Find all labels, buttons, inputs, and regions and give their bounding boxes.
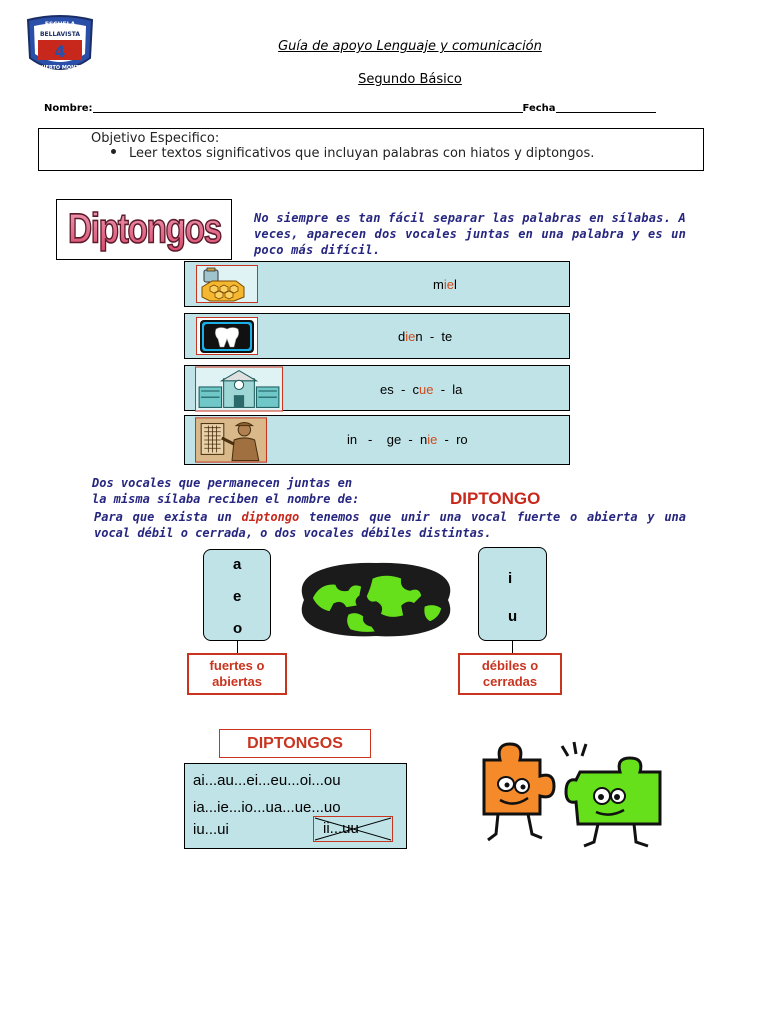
vowel-o: o <box>233 620 243 637</box>
objective-box <box>38 128 704 171</box>
weak-vowels-box <box>478 547 547 641</box>
honeycomb-icon <box>196 265 258 303</box>
bullet-icon <box>111 149 116 154</box>
engineer-icon <box>195 417 267 463</box>
vowel-a: a <box>233 556 242 573</box>
name-blank[interactable] <box>93 112 523 113</box>
objective-item-text: Leer textos significativos que incluyan palabras con hiatos y diptongos. <box>129 146 595 161</box>
definition-line-1: Dos vocales que permanecen juntas en <box>92 476 353 490</box>
vowel-e: e <box>233 588 242 605</box>
example-row <box>184 261 570 307</box>
diptongos-wordart <box>57 200 233 261</box>
tooth-icon <box>196 317 258 355</box>
logo-text-2: BELLAVISTA <box>39 31 81 38</box>
example-word-3: es - cue - la <box>380 382 463 397</box>
objective-item <box>111 146 594 161</box>
svg-text:4: 4 <box>54 42 66 61</box>
page-title: Guía de apoyo Lenguaje y comunicación <box>278 39 542 54</box>
crossed-out-diptongos <box>313 816 393 842</box>
diptongos-line-2: ia...ie...io...ua...ue...uo <box>193 799 341 816</box>
name-label: Nombre: <box>44 103 93 114</box>
page-subtitle: Segundo Básico <box>358 72 462 87</box>
example-word-2: dien - te <box>398 329 453 344</box>
diptongos-title-box <box>56 199 232 260</box>
crossed-text: ii...uu <box>323 820 359 837</box>
diptongos-title: Diptongos <box>67 205 221 252</box>
definition-line-2: la misma sílaba reciben el nombre de: <box>92 492 360 506</box>
vowel-u: u <box>508 608 518 625</box>
puzzle-friends-icon <box>470 738 670 853</box>
school-icon <box>195 366 283 412</box>
vowel-i: i <box>508 570 513 587</box>
diptongo-term: DIPTONGO <box>450 489 541 508</box>
strong-label: fuertes o abiertas <box>187 653 287 695</box>
diptongos-line-1: ai...au...ei...eu...oi...ou <box>193 772 341 789</box>
diptongos-line-3: iu...ui <box>193 821 229 838</box>
strong-vowels-box <box>203 549 271 641</box>
logo-text-1: ESCUELA <box>44 21 76 28</box>
example-word-4: in - ge - nie - ro <box>347 432 468 447</box>
date-blank[interactable] <box>556 112 656 113</box>
puzzle-ball-icon <box>290 560 462 638</box>
name-date-line <box>44 103 656 114</box>
intro-text: No siempre es tan fácil separar las palabras en sílabas. A veces, aparecen dos vocales juntas en una palabra y es un poco más difícil. <box>254 211 686 257</box>
definition-text <box>92 475 692 507</box>
example-word-1: miel <box>433 277 457 292</box>
date-label: Fecha <box>522 103 556 114</box>
example-row <box>184 415 570 465</box>
weak-label: débiles o cerradas <box>458 653 562 695</box>
school-logo <box>24 14 96 80</box>
diptongos-list-title: DIPTONGOS <box>219 729 371 758</box>
definition-paragraph: Para que exista un diptongo tenemos que unir una vocal fuerte o abierta y una vocal débil o cerrada, o dos vocales débiles distintas. <box>94 510 686 540</box>
diptongo-highlight: diptongo <box>241 510 300 524</box>
logo-text-3: PUERTO MONTT <box>37 65 83 71</box>
example-row <box>184 313 570 359</box>
example-row <box>184 365 570 411</box>
objective-title: Objetivo Especifico: <box>91 131 220 146</box>
